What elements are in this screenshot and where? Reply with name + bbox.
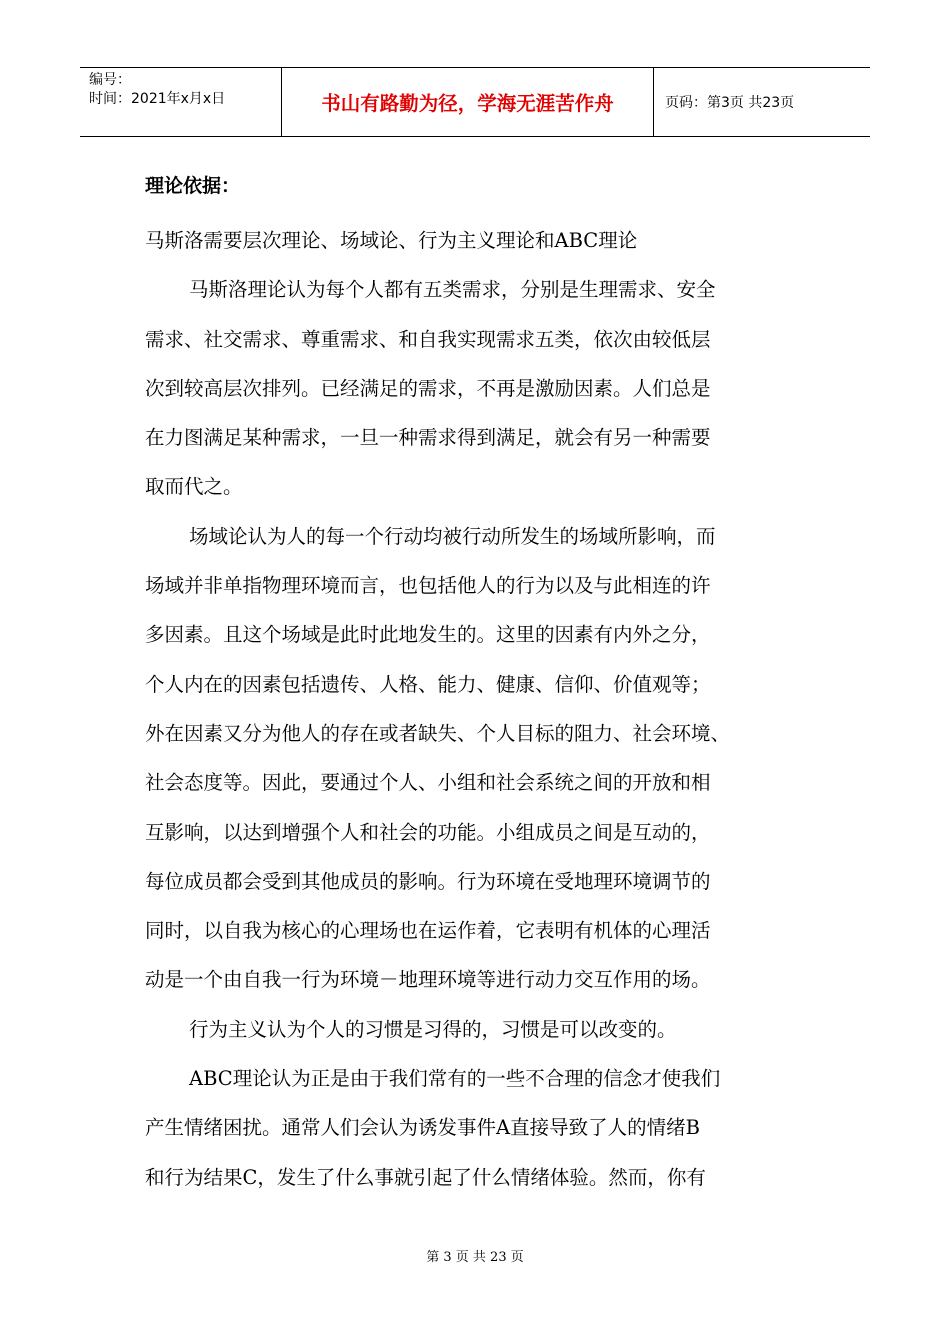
page-footer: 第 3 页 共 23 页: [426, 1250, 524, 1265]
paragraph-line: 产生情绪困扰。通常人们会认为诱发事件A直接导致了人的情绪B: [145, 1116, 700, 1140]
paragraph-line: 取而代之。: [145, 475, 243, 499]
theory-list-line: 马斯洛需要层次理论、场域论、行为主义理论和ABC理论: [145, 229, 638, 252]
header-page-info: 页码：第3页 共23页: [665, 95, 795, 111]
paragraph-line: 外在因素又分为他人的存在或者缺失、个人目标的阻力、社会环境、: [145, 721, 731, 745]
paragraph-line: 马斯洛理论认为每个人都有五类需求，分别是生理需求、安全: [189, 278, 716, 302]
paragraph-line: 场域并非单指物理环境而言，也包括他人的行为以及与此相连的许: [145, 574, 711, 598]
paragraph-line: 行为主义认为个人的习惯是习得的，习惯是可以改变的。: [189, 1017, 677, 1041]
paragraph-line: 在力图满足某种需求，一旦一种需求得到满足，就会有另一种需要: [145, 426, 711, 450]
paragraph-line: 场域论认为人的每一个行动均被行动所发生的场域所影响，而: [189, 524, 716, 548]
header-meta: [80, 68, 282, 136]
paragraph-line: 互影响，以达到增强个人和社会的功能。小组成员之间是互动的，: [145, 820, 711, 844]
paragraph-line: 需求、社交需求、尊重需求、和自我实现需求五类，依次由较低层: [145, 327, 711, 351]
doc-number-label: 编号：: [89, 72, 131, 88]
paragraph-line: 动是一个由自我一行为环境－地理环境等进行动力交互作用的场。: [145, 968, 711, 992]
page-header: [80, 67, 870, 137]
paragraph-line: 次到较高层次排列。已经满足的需求，不再是激励因素。人们总是: [145, 376, 711, 400]
header-motto: 书山有路勤为径，学海无涯苦作舟: [282, 68, 654, 136]
paragraph-line: 每位成员都会受到其他成员的影响。行为环境在受地理环境调节的: [145, 869, 711, 893]
paragraph-line: 多因素。且这个场域是此时此地发生的。这里的因素有内外之分，: [145, 623, 711, 647]
paragraph-line: 同时，以自我为核心的心理场也在运作着，它表明有机体的心理活: [145, 919, 711, 943]
date-label: 时间：2021年x月x日: [89, 91, 226, 107]
document-body: [145, 166, 825, 1202]
paragraph-line: ABC理论认为正是由于我们常有的一些不合理的信念才使我们: [189, 1067, 721, 1091]
paragraph-line: 和行为结果C，发生了什么事就引起了什么情绪体验。然而，你有: [145, 1165, 706, 1189]
section-heading: 理论依据：: [145, 175, 241, 197]
paragraph-line: 个人内在的因素包括遗传、人格、能力、健康、信仰、价值观等；: [145, 672, 711, 696]
paragraph-line: 社会态度等。因此，要通过个人、小组和社会系统之间的开放和相: [145, 771, 711, 795]
